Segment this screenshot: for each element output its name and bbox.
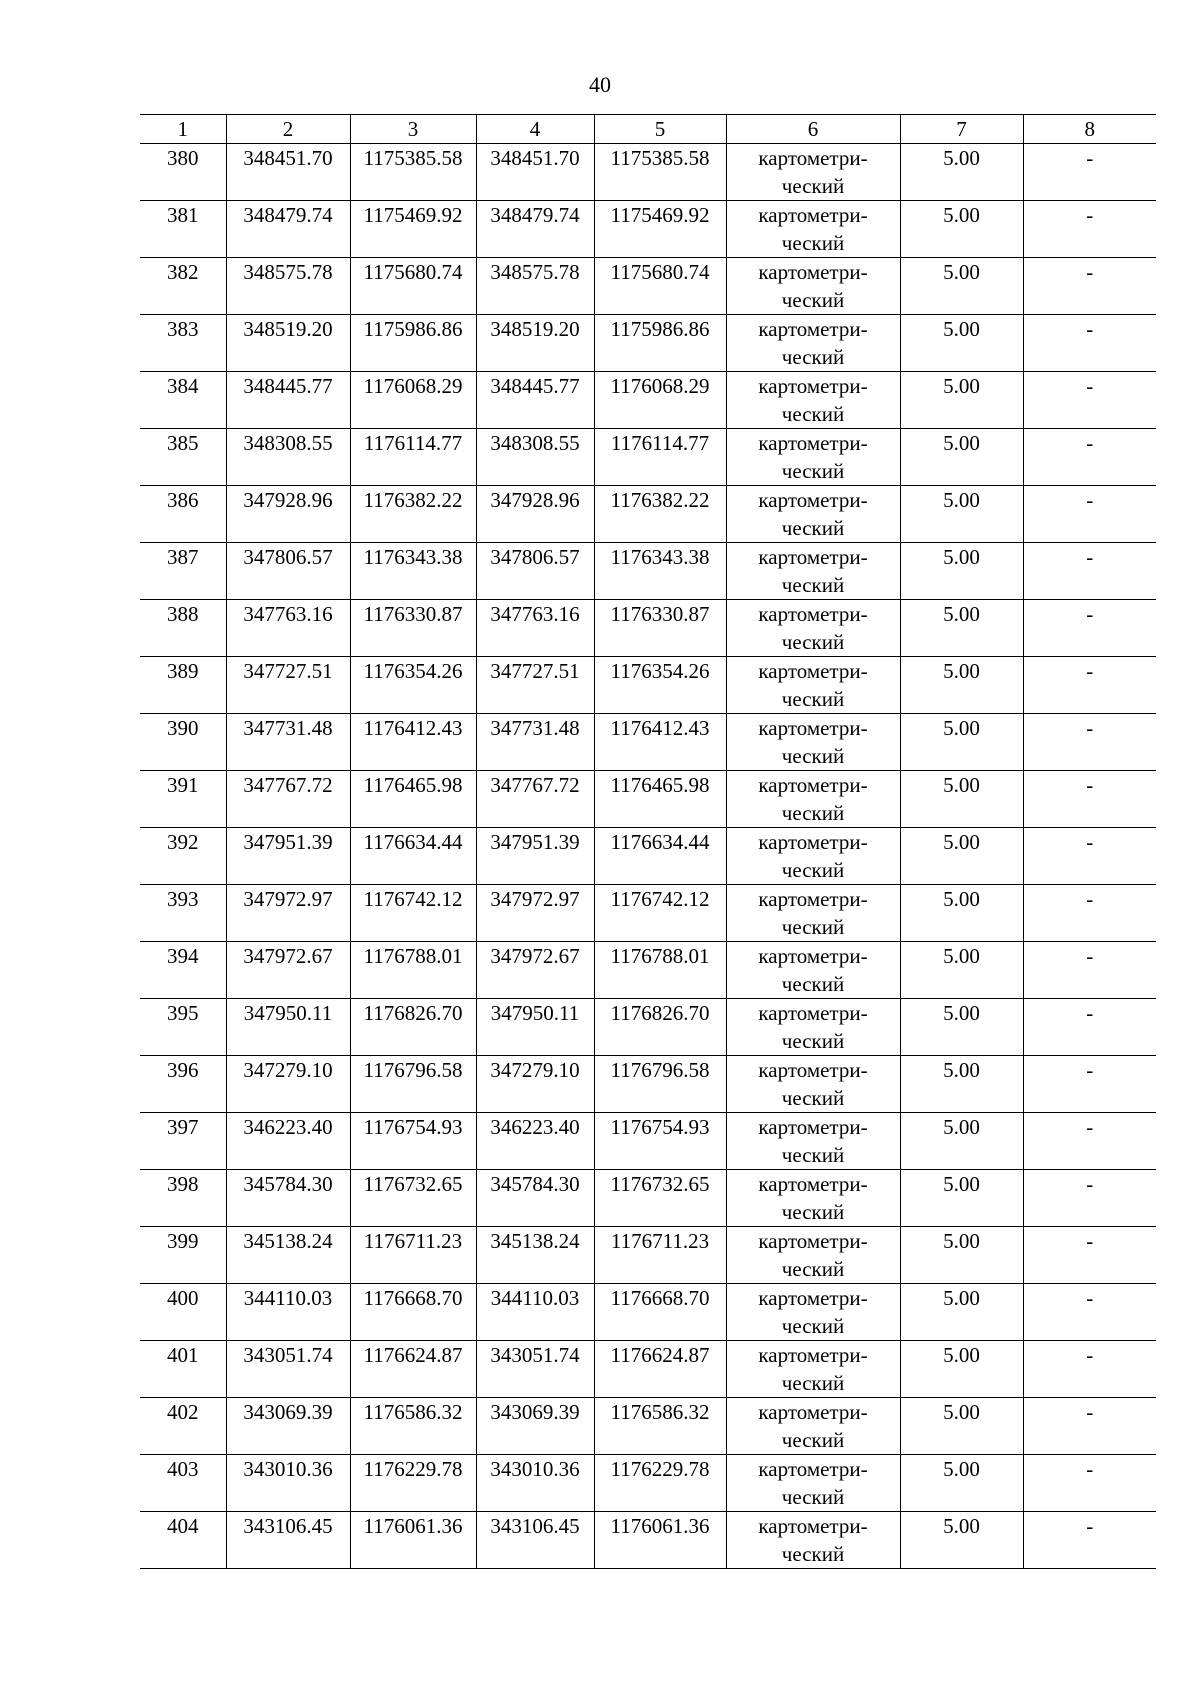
method-cell: [726, 201, 900, 258]
method-text: картометри-: [758, 1286, 868, 1310]
method-text: картометри-: [758, 545, 868, 569]
description-cell: -: [1023, 1341, 1156, 1398]
y-coordinate-cell: 1175986.86: [594, 315, 726, 372]
accuracy-cell: 5.00: [900, 1227, 1023, 1284]
method-cell: [726, 486, 900, 543]
y-coordinate-cell: 1176068.29: [350, 372, 476, 429]
accuracy-cell: 5.00: [900, 1512, 1023, 1569]
y-coordinate-cell: 1176229.78: [350, 1455, 476, 1512]
table-row: [140, 258, 1156, 315]
table-row: [140, 1341, 1156, 1398]
table-body: [140, 144, 1156, 1569]
table-row: [140, 1227, 1156, 1284]
table-row: [140, 600, 1156, 657]
method-text: ческий: [781, 345, 845, 369]
method-cell: [726, 657, 900, 714]
method-cell: [726, 771, 900, 828]
table-row: [140, 486, 1156, 543]
method-text: картометри-: [758, 374, 868, 398]
description-cell: -: [1023, 714, 1156, 771]
x-coordinate-cell: 347951.39: [226, 828, 350, 885]
x-coordinate-cell: 348451.70: [226, 144, 350, 201]
x-coordinate-cell: 348519.20: [476, 315, 594, 372]
y-coordinate-cell: 1176788.01: [594, 942, 726, 999]
y-coordinate-cell: 1176412.43: [350, 714, 476, 771]
y-coordinate-cell: 1176634.44: [594, 828, 726, 885]
accuracy-cell: 5.00: [900, 828, 1023, 885]
description-cell: -: [1023, 1455, 1156, 1512]
accuracy-cell: 5.00: [900, 429, 1023, 486]
accuracy-cell: 5.00: [900, 1113, 1023, 1170]
table-row: [140, 714, 1156, 771]
accuracy-cell: 5.00: [900, 600, 1023, 657]
method-text: картометри-: [758, 146, 868, 170]
method-cell: [726, 714, 900, 771]
table-row: [140, 942, 1156, 999]
accuracy-cell: 5.00: [900, 144, 1023, 201]
y-coordinate-cell: 1176624.87: [350, 1341, 476, 1398]
accuracy-cell: 5.00: [900, 714, 1023, 771]
point-number-cell: 400: [140, 1284, 226, 1341]
y-coordinate-cell: 1176354.26: [350, 657, 476, 714]
point-number-cell: 383: [140, 315, 226, 372]
point-number-cell: 387: [140, 543, 226, 600]
method-text: картометри-: [758, 431, 868, 455]
method-cell: [726, 942, 900, 999]
description-cell: -: [1023, 201, 1156, 258]
accuracy-cell: 5.00: [900, 1056, 1023, 1113]
description-cell: -: [1023, 600, 1156, 657]
table-row: [140, 1056, 1156, 1113]
method-text: картометри-: [758, 317, 868, 341]
description-cell: -: [1023, 657, 1156, 714]
accuracy-cell: 5.00: [900, 315, 1023, 372]
y-coordinate-cell: 1176061.36: [350, 1512, 476, 1569]
method-text: картометри-: [758, 773, 868, 797]
description-cell: -: [1023, 1170, 1156, 1227]
method-text: ческий: [781, 1086, 845, 1110]
method-cell: [726, 1512, 900, 1569]
method-text: ческий: [781, 231, 845, 255]
y-coordinate-cell: 1176330.87: [594, 600, 726, 657]
y-coordinate-cell: 1176586.32: [350, 1398, 476, 1455]
point-number-cell: 403: [140, 1455, 226, 1512]
method-cell: [726, 543, 900, 600]
y-coordinate-cell: 1176634.44: [350, 828, 476, 885]
table-row: [140, 1512, 1156, 1569]
y-coordinate-cell: 1176796.58: [594, 1056, 726, 1113]
x-coordinate-cell: 347951.39: [476, 828, 594, 885]
description-cell: -: [1023, 1398, 1156, 1455]
table-header: [140, 115, 1156, 144]
method-text: ческий: [781, 687, 845, 711]
x-coordinate-cell: 347767.72: [476, 771, 594, 828]
method-text: картометри-: [758, 1115, 868, 1139]
table-row: [140, 885, 1156, 942]
description-cell: -: [1023, 315, 1156, 372]
method-text: картометри-: [758, 1514, 868, 1538]
x-coordinate-cell: 348575.78: [226, 258, 350, 315]
column-header: 8: [1023, 115, 1156, 144]
x-coordinate-cell: 348445.77: [226, 372, 350, 429]
method-text: картометри-: [758, 1343, 868, 1367]
point-number-cell: 397: [140, 1113, 226, 1170]
method-text: картометри-: [758, 830, 868, 854]
y-coordinate-cell: 1176668.70: [350, 1284, 476, 1341]
y-coordinate-cell: 1175469.92: [350, 201, 476, 258]
x-coordinate-cell: 348575.78: [476, 258, 594, 315]
table-row: [140, 999, 1156, 1056]
x-coordinate-cell: 347727.51: [226, 657, 350, 714]
y-coordinate-cell: 1176826.70: [594, 999, 726, 1056]
table-row: [140, 828, 1156, 885]
y-coordinate-cell: 1176465.98: [350, 771, 476, 828]
y-coordinate-cell: 1176412.43: [594, 714, 726, 771]
method-text: ческий: [781, 630, 845, 654]
method-text: картометри-: [758, 260, 868, 284]
x-coordinate-cell: 347279.10: [226, 1056, 350, 1113]
description-cell: -: [1023, 429, 1156, 486]
table-row: [140, 1113, 1156, 1170]
y-coordinate-cell: 1175469.92: [594, 201, 726, 258]
point-number-cell: 393: [140, 885, 226, 942]
method-text: ческий: [781, 1542, 845, 1566]
table-row: [140, 429, 1156, 486]
x-coordinate-cell: 347928.96: [226, 486, 350, 543]
point-number-cell: 388: [140, 600, 226, 657]
method-text: картометри-: [758, 887, 868, 911]
x-coordinate-cell: 346223.40: [226, 1113, 350, 1170]
point-number-cell: 398: [140, 1170, 226, 1227]
description-cell: -: [1023, 486, 1156, 543]
x-coordinate-cell: 347763.16: [476, 600, 594, 657]
accuracy-cell: 5.00: [900, 942, 1023, 999]
method-text: картометри-: [758, 602, 868, 626]
x-coordinate-cell: 345138.24: [476, 1227, 594, 1284]
method-text: ческий: [781, 174, 845, 198]
x-coordinate-cell: 347806.57: [476, 543, 594, 600]
method-cell: [726, 429, 900, 486]
x-coordinate-cell: 344110.03: [226, 1284, 350, 1341]
column-header: 5: [594, 115, 726, 144]
point-number-cell: 392: [140, 828, 226, 885]
coordinates-table: [140, 114, 1156, 1569]
table-row: [140, 1455, 1156, 1512]
method-cell: [726, 372, 900, 429]
method-text: картометри-: [758, 1058, 868, 1082]
x-coordinate-cell: 347763.16: [226, 600, 350, 657]
accuracy-cell: 5.00: [900, 1170, 1023, 1227]
x-coordinate-cell: 343069.39: [476, 1398, 594, 1455]
y-coordinate-cell: 1175680.74: [594, 258, 726, 315]
accuracy-cell: 5.00: [900, 771, 1023, 828]
y-coordinate-cell: 1176732.65: [350, 1170, 476, 1227]
point-number-cell: 385: [140, 429, 226, 486]
method-cell: [726, 1455, 900, 1512]
table-row: [140, 144, 1156, 201]
method-cell: [726, 600, 900, 657]
accuracy-cell: 5.00: [900, 885, 1023, 942]
y-coordinate-cell: 1176114.77: [350, 429, 476, 486]
y-coordinate-cell: 1176061.36: [594, 1512, 726, 1569]
column-header: 2: [226, 115, 350, 144]
x-coordinate-cell: 347731.48: [226, 714, 350, 771]
y-coordinate-cell: 1176382.22: [594, 486, 726, 543]
x-coordinate-cell: 347950.11: [476, 999, 594, 1056]
x-coordinate-cell: 347972.97: [226, 885, 350, 942]
table-row: [140, 315, 1156, 372]
accuracy-cell: 5.00: [900, 999, 1023, 1056]
x-coordinate-cell: 348308.55: [226, 429, 350, 486]
description-cell: -: [1023, 372, 1156, 429]
accuracy-cell: 5.00: [900, 1398, 1023, 1455]
y-coordinate-cell: 1176754.93: [594, 1113, 726, 1170]
method-text: картометри-: [758, 1229, 868, 1253]
point-number-cell: 401: [140, 1341, 226, 1398]
accuracy-cell: 5.00: [900, 1455, 1023, 1512]
description-cell: -: [1023, 1227, 1156, 1284]
y-coordinate-cell: 1176465.98: [594, 771, 726, 828]
x-coordinate-cell: 343106.45: [226, 1512, 350, 1569]
point-number-cell: 395: [140, 999, 226, 1056]
method-text: ческий: [781, 573, 845, 597]
description-cell: -: [1023, 999, 1156, 1056]
y-coordinate-cell: 1175986.86: [350, 315, 476, 372]
x-coordinate-cell: 347928.96: [476, 486, 594, 543]
method-cell: [726, 999, 900, 1056]
method-text: ческий: [781, 1200, 845, 1224]
point-number-cell: 381: [140, 201, 226, 258]
x-coordinate-cell: 347279.10: [476, 1056, 594, 1113]
x-coordinate-cell: 348479.74: [226, 201, 350, 258]
x-coordinate-cell: 348519.20: [226, 315, 350, 372]
y-coordinate-cell: 1176754.93: [350, 1113, 476, 1170]
method-text: ческий: [781, 402, 845, 426]
method-text: ческий: [781, 1143, 845, 1167]
accuracy-cell: 5.00: [900, 201, 1023, 258]
x-coordinate-cell: 343106.45: [476, 1512, 594, 1569]
description-cell: -: [1023, 942, 1156, 999]
x-coordinate-cell: 345784.30: [226, 1170, 350, 1227]
y-coordinate-cell: 1176354.26: [594, 657, 726, 714]
column-header: 6: [726, 115, 900, 144]
x-coordinate-cell: 343010.36: [476, 1455, 594, 1512]
x-coordinate-cell: 344110.03: [476, 1284, 594, 1341]
x-coordinate-cell: 345784.30: [476, 1170, 594, 1227]
point-number-cell: 380: [140, 144, 226, 201]
method-cell: [726, 828, 900, 885]
y-coordinate-cell: 1176068.29: [594, 372, 726, 429]
x-coordinate-cell: 348451.70: [476, 144, 594, 201]
x-coordinate-cell: 347950.11: [226, 999, 350, 1056]
description-cell: -: [1023, 1113, 1156, 1170]
accuracy-cell: 5.00: [900, 1284, 1023, 1341]
x-coordinate-cell: 346223.40: [476, 1113, 594, 1170]
method-cell: [726, 1284, 900, 1341]
method-cell: [726, 1113, 900, 1170]
table-row: [140, 201, 1156, 258]
y-coordinate-cell: 1176586.32: [594, 1398, 726, 1455]
description-cell: -: [1023, 1056, 1156, 1113]
method-cell: [726, 885, 900, 942]
y-coordinate-cell: 1175385.58: [594, 144, 726, 201]
method-cell: [726, 1398, 900, 1455]
y-coordinate-cell: 1176742.12: [594, 885, 726, 942]
x-coordinate-cell: 347727.51: [476, 657, 594, 714]
point-number-cell: 384: [140, 372, 226, 429]
column-header: 3: [350, 115, 476, 144]
point-number-cell: 399: [140, 1227, 226, 1284]
point-number-cell: 396: [140, 1056, 226, 1113]
y-coordinate-cell: 1176732.65: [594, 1170, 726, 1227]
method-text: картометри-: [758, 716, 868, 740]
method-text: ческий: [781, 858, 845, 882]
y-coordinate-cell: 1175385.58: [350, 144, 476, 201]
accuracy-cell: 5.00: [900, 1341, 1023, 1398]
table-row: [140, 1284, 1156, 1341]
point-number-cell: 390: [140, 714, 226, 771]
accuracy-cell: 5.00: [900, 657, 1023, 714]
description-cell: -: [1023, 1284, 1156, 1341]
method-cell: [726, 258, 900, 315]
description-cell: -: [1023, 258, 1156, 315]
method-cell: [726, 1341, 900, 1398]
table-row: [140, 1170, 1156, 1227]
x-coordinate-cell: 343051.74: [226, 1341, 350, 1398]
method-text: ческий: [781, 288, 845, 312]
table-row: [140, 1398, 1156, 1455]
y-coordinate-cell: 1176114.77: [594, 429, 726, 486]
y-coordinate-cell: 1176711.23: [350, 1227, 476, 1284]
x-coordinate-cell: 347972.97: [476, 885, 594, 942]
method-text: ческий: [781, 1428, 845, 1452]
method-cell: [726, 1056, 900, 1113]
y-coordinate-cell: 1176788.01: [350, 942, 476, 999]
y-coordinate-cell: 1176668.70: [594, 1284, 726, 1341]
point-number-cell: 404: [140, 1512, 226, 1569]
y-coordinate-cell: 1176229.78: [594, 1455, 726, 1512]
method-text: картометри-: [758, 944, 868, 968]
method-text: ческий: [781, 1485, 845, 1509]
method-text: ческий: [781, 915, 845, 939]
y-coordinate-cell: 1176711.23: [594, 1227, 726, 1284]
description-cell: -: [1023, 828, 1156, 885]
method-text: ческий: [781, 801, 845, 825]
x-coordinate-cell: 343069.39: [226, 1398, 350, 1455]
y-coordinate-cell: 1176624.87: [594, 1341, 726, 1398]
y-coordinate-cell: 1176330.87: [350, 600, 476, 657]
method-cell: [726, 1227, 900, 1284]
y-coordinate-cell: 1176796.58: [350, 1056, 476, 1113]
y-coordinate-cell: 1176742.12: [350, 885, 476, 942]
point-number-cell: 391: [140, 771, 226, 828]
point-number-cell: 402: [140, 1398, 226, 1455]
method-text: ческий: [781, 744, 845, 768]
x-coordinate-cell: 348445.77: [476, 372, 594, 429]
x-coordinate-cell: 347806.57: [226, 543, 350, 600]
point-number-cell: 389: [140, 657, 226, 714]
accuracy-cell: 5.00: [900, 258, 1023, 315]
column-header: 4: [476, 115, 594, 144]
accuracy-cell: 5.00: [900, 372, 1023, 429]
description-cell: -: [1023, 1512, 1156, 1569]
y-coordinate-cell: 1176343.38: [594, 543, 726, 600]
x-coordinate-cell: 347731.48: [476, 714, 594, 771]
table-row: [140, 657, 1156, 714]
column-header: 7: [900, 115, 1023, 144]
method-text: картометри-: [758, 1172, 868, 1196]
y-coordinate-cell: 1176343.38: [350, 543, 476, 600]
x-coordinate-cell: 348308.55: [476, 429, 594, 486]
method-text: картометри-: [758, 1457, 868, 1481]
table-row: [140, 543, 1156, 600]
method-text: картометри-: [758, 1400, 868, 1424]
method-text: картометри-: [758, 488, 868, 512]
point-number-cell: 394: [140, 942, 226, 999]
table-row: [140, 372, 1156, 429]
x-coordinate-cell: 345138.24: [226, 1227, 350, 1284]
x-coordinate-cell: 347972.67: [226, 942, 350, 999]
accuracy-cell: 5.00: [900, 486, 1023, 543]
x-coordinate-cell: 348479.74: [476, 201, 594, 258]
method-text: ческий: [781, 1314, 845, 1338]
header-row: [140, 115, 1156, 144]
description-cell: -: [1023, 885, 1156, 942]
description-cell: -: [1023, 771, 1156, 828]
x-coordinate-cell: 347972.67: [476, 942, 594, 999]
method-text: ческий: [781, 516, 845, 540]
method-cell: [726, 144, 900, 201]
page-number: 40: [589, 72, 611, 97]
y-coordinate-cell: 1175680.74: [350, 258, 476, 315]
point-number-cell: 386: [140, 486, 226, 543]
accuracy-cell: 5.00: [900, 543, 1023, 600]
method-text: картометри-: [758, 659, 868, 683]
y-coordinate-cell: 1176826.70: [350, 999, 476, 1056]
method-text: картометри-: [758, 1001, 868, 1025]
x-coordinate-cell: 343010.36: [226, 1455, 350, 1512]
description-cell: -: [1023, 543, 1156, 600]
method-text: картометри-: [758, 203, 868, 227]
method-text: ческий: [781, 1257, 845, 1281]
y-coordinate-cell: 1176382.22: [350, 486, 476, 543]
method-text: ческий: [781, 459, 845, 483]
method-cell: [726, 315, 900, 372]
point-number-cell: 382: [140, 258, 226, 315]
x-coordinate-cell: 343051.74: [476, 1341, 594, 1398]
column-header: 1: [140, 115, 226, 144]
method-cell: [726, 1170, 900, 1227]
x-coordinate-cell: 347767.72: [226, 771, 350, 828]
method-text: ческий: [781, 1371, 845, 1395]
description-cell: -: [1023, 144, 1156, 201]
method-text: ческий: [781, 972, 845, 996]
table-row: [140, 771, 1156, 828]
method-text: ческий: [781, 1029, 845, 1053]
